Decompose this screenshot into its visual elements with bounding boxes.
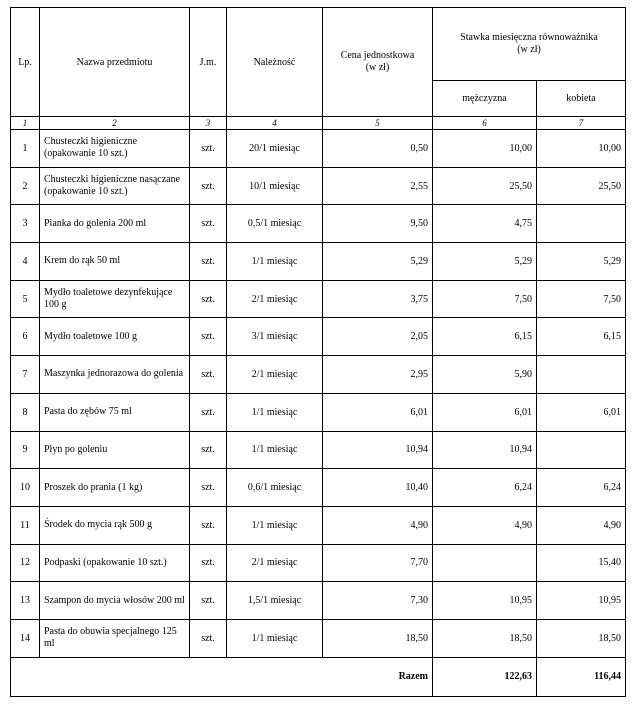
cell-name: Mydło toaletowe dezynfekujące 100 g <box>40 280 190 318</box>
cell-lp: 6 <box>11 318 40 356</box>
cell-due: 1/1 miesiąc <box>227 393 323 431</box>
cell-due: 1/1 miesiąc <box>227 243 323 281</box>
cell-woman: 25,50 <box>537 167 626 205</box>
cell-price: 2,95 <box>323 356 433 394</box>
header-unit: J.m. <box>190 8 227 117</box>
cell-unit: szt. <box>190 506 227 544</box>
cell-man: 4,90 <box>433 506 537 544</box>
header-row <box>11 8 626 81</box>
cell-woman: 6,15 <box>537 318 626 356</box>
cell-lp: 5 <box>11 280 40 318</box>
header-price <box>323 8 433 117</box>
cell-price: 10,40 <box>323 469 433 507</box>
table-row <box>11 469 626 507</box>
column-number: 2 <box>40 117 190 130</box>
cell-due: 1/1 miesiąc <box>227 506 323 544</box>
table-row <box>11 544 626 582</box>
cell-due: 2/1 miesiąc <box>227 280 323 318</box>
cell-price: 5,29 <box>323 243 433 281</box>
cell-woman: 10,95 <box>537 582 626 620</box>
cell-name: Chusteczki higieniczne (opakowanie 10 szt.) <box>40 130 190 168</box>
cell-price: 7,70 <box>323 544 433 582</box>
cell-man: 10,00 <box>433 130 537 168</box>
table-body <box>11 130 626 658</box>
cell-name: Płyn po goleniu <box>40 431 190 469</box>
cell-price: 2,05 <box>323 318 433 356</box>
cell-name: Pasta do zębów 75 ml <box>40 393 190 431</box>
cell-unit: szt. <box>190 243 227 281</box>
cell-name: Mydło toaletowe 100 g <box>40 318 190 356</box>
cell-due: 1/1 miesiąc <box>227 431 323 469</box>
cell-lp: 3 <box>11 205 40 243</box>
cell-lp: 10 <box>11 469 40 507</box>
cell-woman: 6,24 <box>537 469 626 507</box>
cell-due: 3/1 miesiąc <box>227 318 323 356</box>
cell-woman: 15,40 <box>537 544 626 582</box>
header-man: mężczyzna <box>433 81 537 117</box>
cell-unit: szt. <box>190 469 227 507</box>
column-number-row <box>11 117 626 130</box>
cell-due: 1/1 miesiąc <box>227 619 323 657</box>
table-row <box>11 243 626 281</box>
total-label-cell <box>11 657 433 696</box>
cell-woman: 4,90 <box>537 506 626 544</box>
cell-due: 1,5/1 miesiąc <box>227 582 323 620</box>
cell-woman: 10,00 <box>537 130 626 168</box>
cell-unit: szt. <box>190 582 227 620</box>
cell-unit: szt. <box>190 431 227 469</box>
header-lp: Lp. <box>11 8 40 117</box>
cell-lp: 11 <box>11 506 40 544</box>
cell-man: 6,01 <box>433 393 537 431</box>
table-row <box>11 356 626 394</box>
cell-unit: szt. <box>190 205 227 243</box>
column-number: 4 <box>227 117 323 130</box>
header-woman: kobieta <box>537 81 626 117</box>
cell-lp: 9 <box>11 431 40 469</box>
cell-woman: 5,29 <box>537 243 626 281</box>
cell-name: Maszynka jednorazowa do golenia <box>40 356 190 394</box>
cell-price: 0,50 <box>323 130 433 168</box>
column-number: 5 <box>323 117 433 130</box>
cell-man <box>433 544 537 582</box>
total-woman: 116,44 <box>537 657 626 696</box>
cell-man: 5,29 <box>433 243 537 281</box>
cell-name: Szampon do mycia włosów 200 ml <box>40 582 190 620</box>
header-rate-line2: (w zł) <box>517 44 541 55</box>
cell-price: 10,94 <box>323 431 433 469</box>
cell-price: 6,01 <box>323 393 433 431</box>
cell-unit: szt. <box>190 318 227 356</box>
cell-lp: 8 <box>11 393 40 431</box>
header-rate-line1: Stawka miesięczna równoważnika <box>460 32 598 43</box>
table-row <box>11 205 626 243</box>
cell-unit: szt. <box>190 356 227 394</box>
table-row <box>11 318 626 356</box>
cell-man: 18,50 <box>433 619 537 657</box>
table-row <box>11 619 626 657</box>
cell-lp: 7 <box>11 356 40 394</box>
cell-due: 2/1 miesiąc <box>227 544 323 582</box>
header-rate <box>433 8 626 81</box>
column-number: 3 <box>190 117 227 130</box>
cell-name: Chusteczki higieniczne nasączane (opakowanie 10 szt.) <box>40 167 190 205</box>
cell-lp: 4 <box>11 243 40 281</box>
cell-man: 7,50 <box>433 280 537 318</box>
total-man: 122,63 <box>433 657 537 696</box>
equivalent-rates-table <box>10 7 626 697</box>
cell-man: 25,50 <box>433 167 537 205</box>
cell-unit: szt. <box>190 393 227 431</box>
cell-unit: szt. <box>190 130 227 168</box>
cell-woman <box>537 356 626 394</box>
cell-lp: 12 <box>11 544 40 582</box>
cell-man: 4,75 <box>433 205 537 243</box>
total-label: Razem <box>398 671 428 683</box>
cell-unit: szt. <box>190 544 227 582</box>
cell-name: Pasta do obuwia specjalnego 125 ml <box>40 619 190 657</box>
total-row <box>11 657 626 696</box>
cell-price: 9,50 <box>323 205 433 243</box>
column-number: 7 <box>537 117 626 130</box>
cell-due: 2/1 miesiąc <box>227 356 323 394</box>
cell-woman: 6,01 <box>537 393 626 431</box>
cell-lp: 1 <box>11 130 40 168</box>
cell-name: Krem do rąk 50 ml <box>40 243 190 281</box>
cell-due: 20/1 miesiąc <box>227 130 323 168</box>
header-due: Należność <box>227 8 323 117</box>
table-row <box>11 167 626 205</box>
cell-name: Proszek do prania (1 kg) <box>40 469 190 507</box>
cell-price: 3,75 <box>323 280 433 318</box>
cell-due: 0,6/1 miesiąc <box>227 469 323 507</box>
table-row <box>11 393 626 431</box>
cell-due: 0,5/1 miesiąc <box>227 205 323 243</box>
table-row <box>11 130 626 168</box>
cell-price: 18,50 <box>323 619 433 657</box>
cell-lp: 2 <box>11 167 40 205</box>
cell-lp: 13 <box>11 582 40 620</box>
column-number: 6 <box>433 117 537 130</box>
cell-due: 10/1 miesiąc <box>227 167 323 205</box>
cell-man: 6,15 <box>433 318 537 356</box>
cell-unit: szt. <box>190 619 227 657</box>
cell-woman: 7,50 <box>537 280 626 318</box>
cell-price: 7,30 <box>323 582 433 620</box>
cell-man: 6,24 <box>433 469 537 507</box>
cell-name: Podpaski (opakowanie 10 szt.) <box>40 544 190 582</box>
cell-unit: szt. <box>190 280 227 318</box>
cell-name: Środek do mycia rąk 500 g <box>40 506 190 544</box>
cell-unit: szt. <box>190 167 227 205</box>
table-row <box>11 280 626 318</box>
table-row <box>11 582 626 620</box>
cell-man: 10,94 <box>433 431 537 469</box>
cell-lp: 14 <box>11 619 40 657</box>
cell-woman: 18,50 <box>537 619 626 657</box>
cell-woman <box>537 431 626 469</box>
cell-woman <box>537 205 626 243</box>
cell-name: Pianka do golenia 200 ml <box>40 205 190 243</box>
cell-price: 4,90 <box>323 506 433 544</box>
header-name: Nazwa przedmiotu <box>40 8 190 117</box>
table-row <box>11 506 626 544</box>
cell-man: 10,95 <box>433 582 537 620</box>
cell-price: 2,55 <box>323 167 433 205</box>
header-price-line2: (w zł) <box>365 62 390 73</box>
cell-man: 5,90 <box>433 356 537 394</box>
table-row <box>11 431 626 469</box>
header-price-line1: Cena jednostkowa <box>340 50 415 61</box>
column-number: 1 <box>11 117 40 130</box>
